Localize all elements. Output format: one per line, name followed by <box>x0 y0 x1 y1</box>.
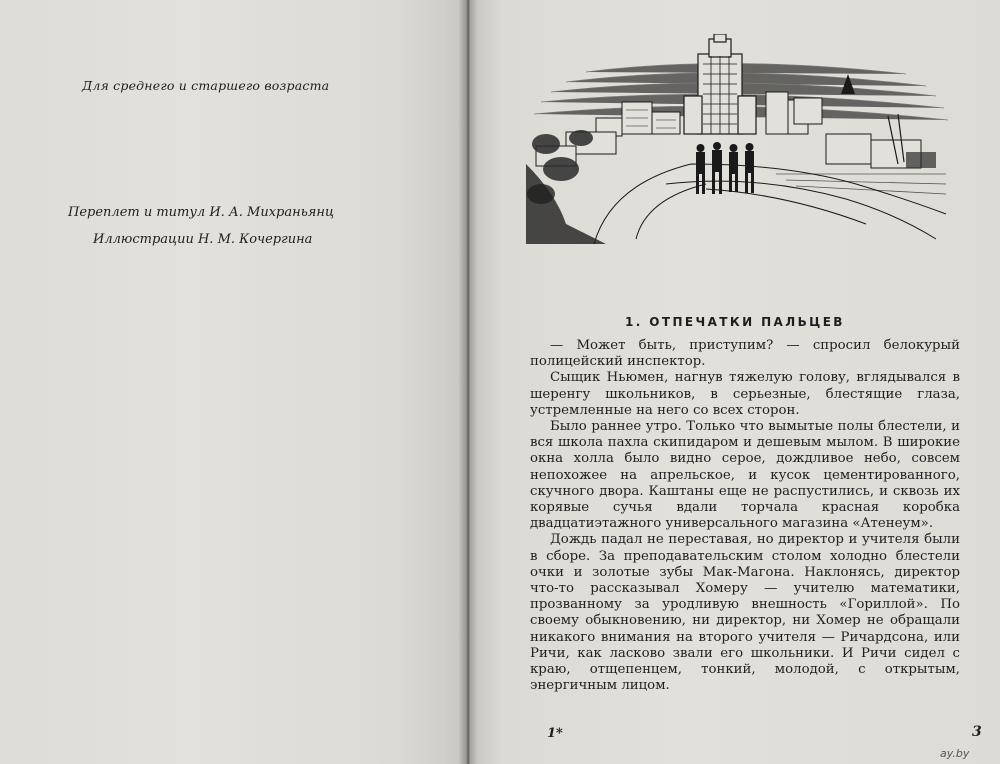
paragraph: Дождь падал не переставая, но директор и учителя были в сборе. За преподавательским столом холодно блестели очки и золотые зубы Мак-Магона. Наклонясь, директор что-то рассказывал Хомеру — учителю математики, прозванному за уродливую внешность «Гориллой». По своему обыкновению, ни директор, ни Хомер не обращали никакого внимания на второго учителя — Ричардсона, или Ричи, как ласково звали его школьники. И Ричи сидел с краю, отщепенцем, тонкий, молодой, с открытым, энергичным лицом. <box>530 532 960 694</box>
page-number: 3 <box>972 724 982 740</box>
chapter-title: 1. ОТПЕЧАТКИ ПАЛЬЦЕВ <box>625 315 845 329</box>
right-page <box>470 0 1000 764</box>
chapter-text <box>530 338 960 694</box>
signature-mark: 1* <box>547 726 563 741</box>
book-spine <box>458 0 478 764</box>
paragraph: — Может быть, приступим? — спросил белокурый полицейский инспектор. <box>530 338 960 370</box>
credit-binding: Переплет и титул И. А. Михраньянц <box>68 205 335 220</box>
watermark: ay.by <box>940 747 970 760</box>
left-page <box>0 0 468 764</box>
city-street-illustration <box>526 34 951 244</box>
paragraph: Сыщик Ньюмен, нагнув тяжелую голову, вглядывался в шеренгу школьников, в серьезные, блестящие глаза, устремленные на него со всех сторон. <box>530 370 960 418</box>
paragraph: Было раннее утро. Только что вымытые полы блестели, и вся школа пахла скипидаром и дешевым мылом. В широкие окна холла было видно серое, дождливое небо, совсем непохожее на апрельское, и кусок цементированного, скучного двора. Каштаны еще не распустились, и сквозь их корявые сучья вдали торчала красная коробка двадцатиэтажного универсального магазина «Атенеум». <box>530 419 960 532</box>
age-note: Для среднего и старшего возраста <box>82 78 330 93</box>
credit-illustrations: Иллюстрации Н. М. Кочергина <box>93 232 313 247</box>
